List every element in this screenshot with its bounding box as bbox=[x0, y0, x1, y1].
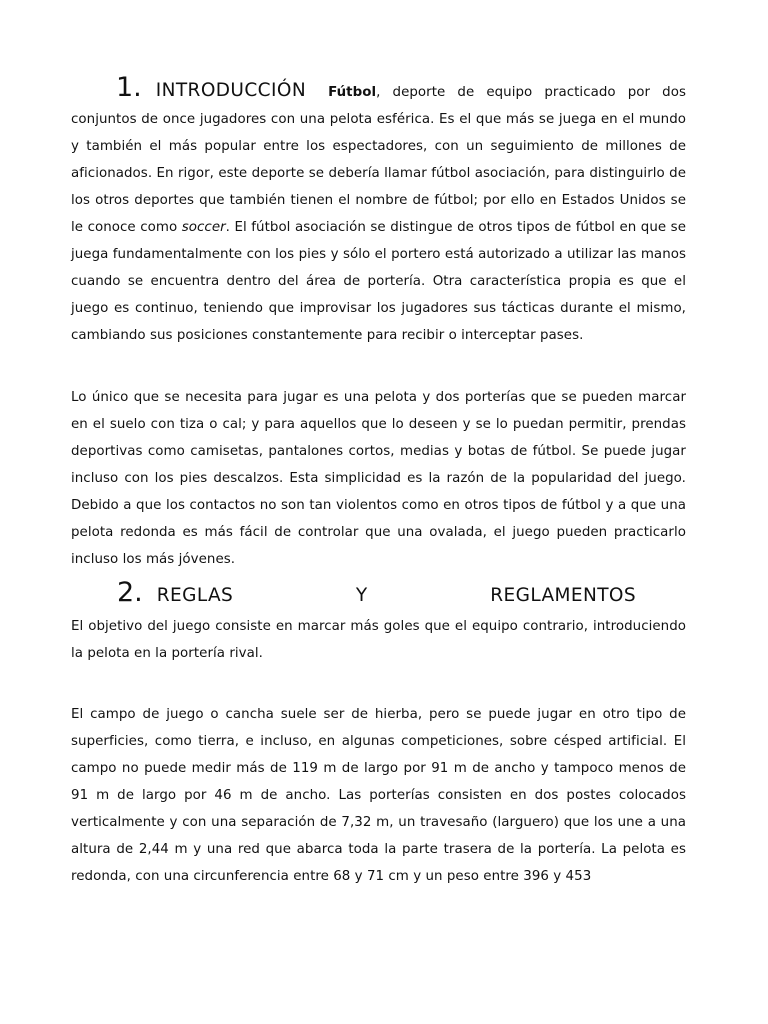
section-1-number: 1. bbox=[116, 72, 142, 103]
paragraph-spacer bbox=[71, 667, 686, 701]
intro-paragraph-1 bbox=[71, 74, 686, 349]
section-1-title: INTRODUCCIÓN bbox=[155, 80, 307, 101]
section-2-title-word-2: Y bbox=[355, 585, 368, 606]
document-page bbox=[71, 74, 686, 890]
section-2-title-word-3: REGLAMENTOS bbox=[490, 585, 636, 606]
section-2-title-word-1: REGLAS bbox=[156, 585, 234, 606]
rules-paragraph-2: El campo de juego o cancha suele ser de hierba, pero se puede jugar en otro tipo de superficies, como tierra, e incluso, en algunas competiciones, sobre césped artificial. El campo no puede medir más de 119 m de largo por 91 m de ancho y tampoco menos de 91 m de largo por 46 m de ancho. Las porterías consisten en dos postes colocados verticalmente y con una separación de 7,32 m, un travesaño (larguero) que los une a una altura de 2,44 m y una red que abarca toda la parte trasera de la portería. La pelota es redonda, con una circunferencia entre 68 y 71 cm y un peso entre 396 y 453 bbox=[71, 707, 686, 884]
intro-paragraph-1-end: . El fútbol asociación se distingue de otros tipos de fútbol en que se juega fundamentalmente con los pies y sólo el portero está autorizado a utilizar las manos cuando se encuentra dentro del área de portería. Otra característica propia es que el juego es continuo, teniendo que improvisar los jugadores sus tácticas durante el mismo, cambiando sus posiciones constantemente para recibir o interceptar pases. bbox=[71, 220, 686, 343]
lead-word: Fútbol bbox=[328, 85, 377, 100]
section-2-number: 2. bbox=[117, 577, 143, 608]
intro-paragraph-2: Lo único que se necesita para jugar es una pelota y dos porterías que se pueden marcar en el suelo con tiza o cal; y para aquellos que lo deseen y se lo puedan permitir, prendas deportivas como camisetas, pantalones cortos, medias y botas de fútbol. Se puede jugar incluso con los pies descalzos. Esta simplicidad es la razón de la popularidad del juego. Debido a que los contactos no son tan violentos como en otros tipos de fútbol y a que una pelota redonda es más fácil de controlar que una ovalada, el juego pueden practicarlo incluso los más jóvenes. bbox=[71, 390, 686, 567]
section-2-heading bbox=[117, 573, 636, 613]
rules-paragraph-1: El objetivo del juego consiste en marcar más goles que el equipo contrario, introduciendo la pelota en la portería rival. bbox=[71, 619, 686, 661]
paragraph-spacer bbox=[71, 349, 686, 384]
italic-term: soccer bbox=[181, 220, 226, 235]
intro-paragraph-1-text: , deporte de equipo practicado por dos conjuntos de once jugadores con una pelota esférica. Es el que más se juega en el mundo y también el más popular entre los espectadores, con un seguimiento de millones de aficionados. En rigor, este deporte se debería llamar fútbol asociación, para distinguirlo de los otros deportes que también tienen el nombre de fútbol; por ello en Estados Unidos se le conoce como bbox=[71, 85, 686, 235]
